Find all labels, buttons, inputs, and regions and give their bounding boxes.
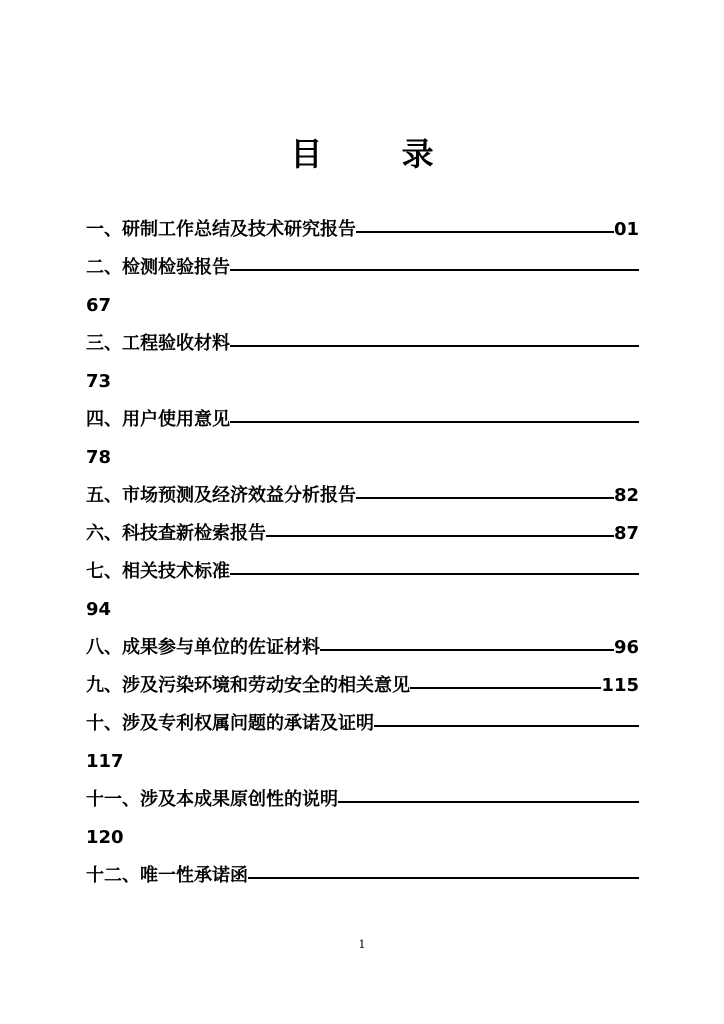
page-title: 目 录: [290, 135, 468, 173]
leader-line: [410, 687, 601, 689]
toc-entry-label: 六、科技查新检索报告: [86, 523, 266, 544]
leader-line: [356, 497, 614, 499]
leader-line: [266, 535, 614, 537]
toc-entry-label: 二、检测检验报告: [86, 257, 230, 278]
leader-line: [320, 649, 614, 651]
toc-entry-label: 八、成果参与单位的佐证材料: [86, 637, 320, 658]
toc-entry[interactable]: [86, 477, 639, 515]
toc-entry-label: 十一、涉及本成果原创性的说明: [86, 789, 338, 810]
toc-entry-label: 九、涉及污染环境和劳动安全的相关意见: [86, 675, 410, 696]
toc-entry-label: 十二、唯一性承诺函: [86, 865, 248, 886]
toc-entry-label: 五、市场预测及经济效益分析报告: [86, 485, 356, 506]
toc-entry-label: 三、工程验收材料: [86, 333, 230, 354]
toc-entry[interactable]: [86, 553, 639, 591]
leader-line: [230, 573, 639, 575]
leader-line: [356, 231, 614, 233]
table-of-contents: [86, 211, 639, 895]
toc-entry-label: 四、用户使用意见: [86, 409, 230, 430]
toc-entry-page: 82: [613, 485, 639, 506]
toc-entry[interactable]: [86, 667, 639, 705]
toc-entry[interactable]: [86, 629, 639, 667]
toc-entry[interactable]: [86, 857, 639, 895]
toc-entry[interactable]: [86, 211, 639, 249]
toc-entry[interactable]: [86, 325, 639, 363]
toc-entry[interactable]: [86, 705, 639, 743]
toc-entry[interactable]: [86, 401, 639, 439]
leader-line: [248, 877, 639, 879]
page-number: 1: [358, 938, 366, 951]
toc-entry-page: 117: [86, 751, 124, 772]
toc-entry-label: 七、相关技术标准: [86, 561, 230, 582]
toc-entry-page: 94: [86, 599, 112, 620]
leader-line: [374, 725, 639, 727]
toc-entry-label: 十、涉及专利权属问题的承诺及证明: [86, 713, 374, 734]
toc-entry-page: 120: [86, 827, 124, 848]
toc-entry-page: 67: [86, 295, 112, 316]
toc-entry-label: 一、研制工作总结及技术研究报告: [86, 219, 356, 240]
leader-line: [338, 801, 639, 803]
toc-entry-page: 01: [613, 219, 639, 240]
leader-line: [230, 269, 639, 271]
toc-entry[interactable]: [86, 515, 639, 553]
leader-line: [230, 345, 639, 347]
toc-entry-page: 87: [613, 523, 639, 544]
leader-line: [230, 421, 639, 423]
toc-entry[interactable]: [86, 781, 639, 819]
toc-entry-page: 115: [601, 675, 639, 696]
toc-entry[interactable]: [86, 249, 639, 287]
toc-entry-page: 73: [86, 371, 112, 392]
toc-entry-page: 96: [613, 637, 639, 658]
toc-entry-page: 78: [86, 447, 112, 468]
